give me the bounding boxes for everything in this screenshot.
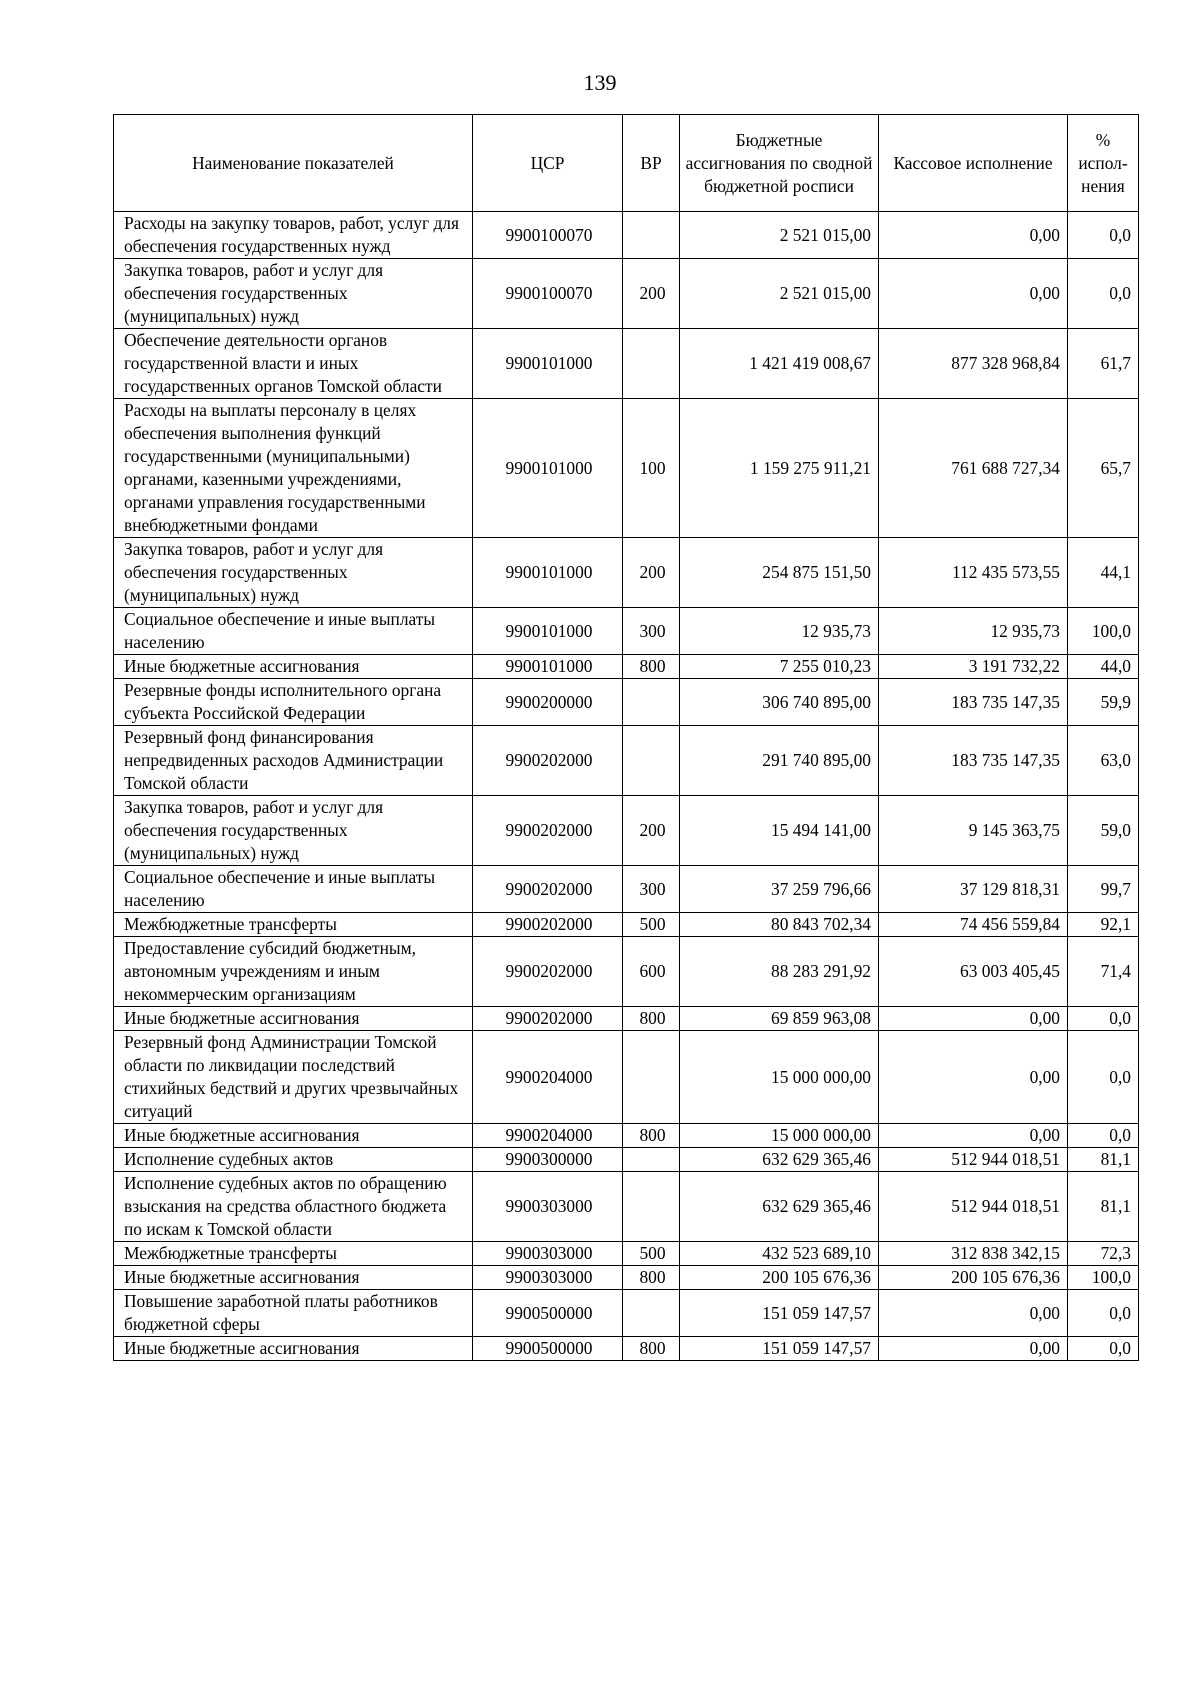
cell-name: Закупка товаров, работ и услуг для обеспечения государственных (муниципальных) нужд: [114, 796, 473, 866]
cell-pct: 0,0: [1068, 1007, 1139, 1031]
cell-budget: 291 740 895,00: [680, 726, 879, 796]
cell-budget: 254 875 151,50: [680, 538, 879, 608]
cell-csr: 9900202000: [473, 866, 623, 913]
cell-name: Резервный фонд финансирования непредвиденных расходов Администрации Томской области: [114, 726, 473, 796]
cell-csr: 9900101000: [473, 329, 623, 399]
cell-cash: 512 944 018,51: [879, 1172, 1068, 1242]
cell-vr: [623, 329, 680, 399]
cell-vr: [623, 726, 680, 796]
table-row: [114, 655, 1139, 679]
cell-name: Социальное обеспечение и иные выплаты населению: [114, 866, 473, 913]
cell-budget: 151 059 147,57: [680, 1290, 879, 1337]
cell-cash: 312 838 342,15: [879, 1242, 1068, 1266]
cell-vr: 800: [623, 1124, 680, 1148]
cell-cash: 0,00: [879, 259, 1068, 329]
table-row: [114, 1242, 1139, 1266]
cell-pct: 44,1: [1068, 538, 1139, 608]
cell-budget: 7 255 010,23: [680, 655, 879, 679]
cell-cash: 0,00: [879, 1031, 1068, 1124]
cell-pct: 100,0: [1068, 1266, 1139, 1290]
cell-cash: 761 688 727,34: [879, 399, 1068, 538]
cell-pct: 99,7: [1068, 866, 1139, 913]
table-row: [114, 1031, 1139, 1124]
budget-execution-table: [113, 114, 1139, 1361]
cell-csr: 9900204000: [473, 1031, 623, 1124]
cell-budget: 12 935,73: [680, 608, 879, 655]
cell-pct: 0,0: [1068, 1290, 1139, 1337]
cell-name: Исполнение судебных актов: [114, 1148, 473, 1172]
cell-name: Иные бюджетные ассигнования: [114, 655, 473, 679]
cell-vr: [623, 1290, 680, 1337]
table-row: [114, 1124, 1139, 1148]
header-cash: Кассовое исполнение: [879, 115, 1068, 212]
page-number: 139: [583, 70, 617, 95]
cell-vr: 800: [623, 1266, 680, 1290]
cell-cash: 0,00: [879, 1007, 1068, 1031]
cell-name: Расходы на выплаты персоналу в целях обеспечения выполнения функций государственными (муниципальными) органами, казенными учреждениями, органами управления государственными внебюджетными фондами: [114, 399, 473, 538]
cell-name: Резервные фонды исполнительного органа субъекта Российской Федерации: [114, 679, 473, 726]
cell-cash: 0,00: [879, 1337, 1068, 1361]
cell-budget: 88 283 291,92: [680, 937, 879, 1007]
table-row: [114, 1007, 1139, 1031]
cell-cash: 0,00: [879, 212, 1068, 259]
header-csr: ЦСР: [473, 115, 623, 212]
cell-csr: 9900202000: [473, 1007, 623, 1031]
cell-budget: 200 105 676,36: [680, 1266, 879, 1290]
cell-csr: 9900303000: [473, 1242, 623, 1266]
cell-cash: 37 129 818,31: [879, 866, 1068, 913]
cell-cash: 63 003 405,45: [879, 937, 1068, 1007]
cell-vr: 600: [623, 937, 680, 1007]
cell-pct: 0,0: [1068, 1031, 1139, 1124]
cell-csr: 9900200000: [473, 679, 623, 726]
cell-pct: 0,0: [1068, 259, 1139, 329]
cell-cash: 512 944 018,51: [879, 1148, 1068, 1172]
table-row: [114, 679, 1139, 726]
table-row: [114, 212, 1139, 259]
cell-pct: 81,1: [1068, 1172, 1139, 1242]
header-vr: ВР: [623, 115, 680, 212]
cell-name: Повышение заработной платы работников бюджетной сферы: [114, 1290, 473, 1337]
cell-name: Закупка товаров, работ и услуг для обеспечения государственных (муниципальных) нужд: [114, 259, 473, 329]
cell-pct: 0,0: [1068, 1337, 1139, 1361]
cell-csr: 9900303000: [473, 1172, 623, 1242]
cell-csr: 9900101000: [473, 538, 623, 608]
table-row: [114, 399, 1139, 538]
cell-vr: [623, 212, 680, 259]
table-row: [114, 1148, 1139, 1172]
cell-budget: 2 521 015,00: [680, 259, 879, 329]
cell-budget: 1 159 275 911,21: [680, 399, 879, 538]
cell-pct: 61,7: [1068, 329, 1139, 399]
cell-budget: 306 740 895,00: [680, 679, 879, 726]
cell-cash: 183 735 147,35: [879, 726, 1068, 796]
table-row: [114, 1266, 1139, 1290]
cell-name: Обеспечение деятельности органов государственной власти и иных государственных органов Томской области: [114, 329, 473, 399]
cell-budget: 151 059 147,57: [680, 1337, 879, 1361]
cell-budget: 15 000 000,00: [680, 1124, 879, 1148]
cell-vr: 500: [623, 1242, 680, 1266]
cell-csr: 9900101000: [473, 655, 623, 679]
cell-name: Предоставление субсидий бюджетным, автономным учреждениям и иным некоммерческим организациям: [114, 937, 473, 1007]
cell-vr: 200: [623, 796, 680, 866]
cell-name: Социальное обеспечение и иные выплаты населению: [114, 608, 473, 655]
header-name: Наименование показателей: [114, 115, 473, 212]
cell-csr: 9900101000: [473, 608, 623, 655]
cell-cash: 112 435 573,55: [879, 538, 1068, 608]
cell-budget: 69 859 963,08: [680, 1007, 879, 1031]
cell-vr: 300: [623, 608, 680, 655]
cell-csr: 9900303000: [473, 1266, 623, 1290]
table-row: [114, 1172, 1139, 1242]
table-row: [114, 329, 1139, 399]
cell-name: Межбюджетные трансферты: [114, 913, 473, 937]
cell-name: Резервный фонд Администрации Томской области по ликвидации последствий стихийных бедствий и других чрезвычайных ситуаций: [114, 1031, 473, 1124]
cell-budget: 15 494 141,00: [680, 796, 879, 866]
cell-vr: 500: [623, 913, 680, 937]
cell-cash: 0,00: [879, 1124, 1068, 1148]
cell-csr: 9900300000: [473, 1148, 623, 1172]
table-row: [114, 608, 1139, 655]
cell-vr: 200: [623, 259, 680, 329]
cell-pct: 71,4: [1068, 937, 1139, 1007]
cell-budget: 15 000 000,00: [680, 1031, 879, 1124]
cell-budget: 632 629 365,46: [680, 1172, 879, 1242]
cell-pct: 100,0: [1068, 608, 1139, 655]
table-row: [114, 726, 1139, 796]
cell-csr: 9900500000: [473, 1290, 623, 1337]
cell-cash: 3 191 732,22: [879, 655, 1068, 679]
cell-budget: 632 629 365,46: [680, 1148, 879, 1172]
cell-cash: 0,00: [879, 1290, 1068, 1337]
table-row: [114, 937, 1139, 1007]
table-row: [114, 1290, 1139, 1337]
cell-name: Иные бюджетные ассигнования: [114, 1007, 473, 1031]
cell-pct: 0,0: [1068, 212, 1139, 259]
cell-name: Исполнение судебных актов по обращению взыскания на средства областного бюджета по искам к Томской области: [114, 1172, 473, 1242]
cell-name: Иные бюджетные ассигнования: [114, 1266, 473, 1290]
cell-pct: 92,1: [1068, 913, 1139, 937]
table-row: [114, 913, 1139, 937]
cell-vr: 300: [623, 866, 680, 913]
cell-csr: 9900204000: [473, 1124, 623, 1148]
cell-budget: 1 421 419 008,67: [680, 329, 879, 399]
cell-cash: 12 935,73: [879, 608, 1068, 655]
table-row: [114, 796, 1139, 866]
cell-cash: 877 328 968,84: [879, 329, 1068, 399]
cell-pct: 63,0: [1068, 726, 1139, 796]
cell-name: Иные бюджетные ассигнования: [114, 1337, 473, 1361]
cell-pct: 0,0: [1068, 1124, 1139, 1148]
cell-csr: 9900202000: [473, 913, 623, 937]
cell-name: Закупка товаров, работ и услуг для обеспечения государственных (муниципальных) нужд: [114, 538, 473, 608]
table-row: [114, 1337, 1139, 1361]
cell-csr: 9900500000: [473, 1337, 623, 1361]
cell-vr: 200: [623, 538, 680, 608]
table-header-row: [114, 115, 1139, 212]
cell-csr: 9900101000: [473, 399, 623, 538]
cell-pct: 44,0: [1068, 655, 1139, 679]
cell-pct: 59,9: [1068, 679, 1139, 726]
cell-pct: 81,1: [1068, 1148, 1139, 1172]
cell-csr: 9900202000: [473, 796, 623, 866]
cell-cash: 183 735 147,35: [879, 679, 1068, 726]
cell-budget: 2 521 015,00: [680, 212, 879, 259]
header-budget: Бюджетные ассигнования по сводной бюджетной росписи: [680, 115, 879, 212]
cell-vr: [623, 679, 680, 726]
cell-pct: 72,3: [1068, 1242, 1139, 1266]
cell-cash: 200 105 676,36: [879, 1266, 1068, 1290]
table-row: [114, 259, 1139, 329]
cell-budget: 432 523 689,10: [680, 1242, 879, 1266]
cell-cash: 74 456 559,84: [879, 913, 1068, 937]
table-row: [114, 538, 1139, 608]
cell-vr: 800: [623, 1337, 680, 1361]
cell-vr: 800: [623, 1007, 680, 1031]
cell-vr: 100: [623, 399, 680, 538]
cell-csr: 9900202000: [473, 937, 623, 1007]
cell-name: Расходы на закупку товаров, работ, услуг для обеспечения государственных нужд: [114, 212, 473, 259]
cell-vr: 800: [623, 655, 680, 679]
cell-csr: 9900100070: [473, 212, 623, 259]
cell-pct: 59,0: [1068, 796, 1139, 866]
cell-budget: 37 259 796,66: [680, 866, 879, 913]
cell-vr: [623, 1031, 680, 1124]
table-row: [114, 866, 1139, 913]
cell-budget: 80 843 702,34: [680, 913, 879, 937]
cell-cash: 9 145 363,75: [879, 796, 1068, 866]
cell-name: Межбюджетные трансферты: [114, 1242, 473, 1266]
cell-pct: 65,7: [1068, 399, 1139, 538]
cell-vr: [623, 1172, 680, 1242]
cell-vr: [623, 1148, 680, 1172]
cell-name: Иные бюджетные ассигнования: [114, 1124, 473, 1148]
header-pct: % испол-нения: [1068, 115, 1139, 212]
cell-csr: 9900100070: [473, 259, 623, 329]
cell-csr: 9900202000: [473, 726, 623, 796]
